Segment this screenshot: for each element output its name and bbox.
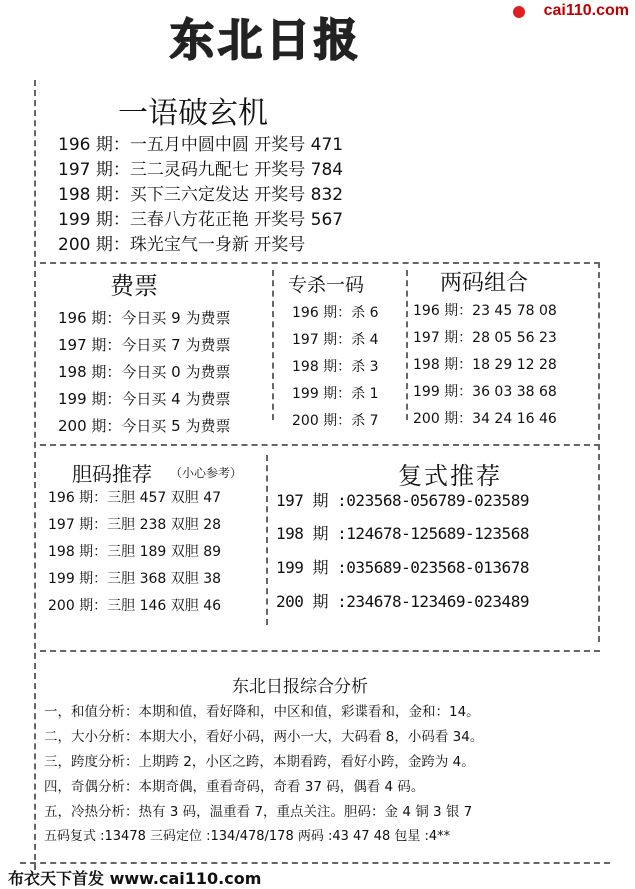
danma-title: 胆码推荐 xyxy=(72,462,152,486)
liangma-title: 两码组合 xyxy=(440,271,529,296)
divider-zhuansha-liangma xyxy=(406,270,408,420)
fenxi-row-fushi: 五码复式 :13478 三码定位 :134/478/178 两码 :43 47 48 包星 :4** xyxy=(44,829,451,844)
divider-feipiao-zhuansha xyxy=(272,270,274,420)
feipiao-row-199: 199 期：今日买 4 为费票 xyxy=(58,390,231,408)
fenxi-row-jiou: 四，奇偶分析：本期奇偶，重看奇码，奇看 37 码，偶看 4 码。 xyxy=(44,779,425,795)
brand-link[interactable]: cai110.com xyxy=(543,2,629,19)
fushi-row-199: 199 期 :035689-023568-013678 xyxy=(276,558,529,577)
fenxi-title: 东北日报综合分析 xyxy=(232,677,368,697)
yiyu-row-198: 198 期：买下三六定发达 开奖号 832 xyxy=(58,185,344,205)
zhuansha-row-200: 200 期：杀 7 xyxy=(292,413,379,429)
fushi-title: 复式推荐 xyxy=(398,462,502,490)
fenxi-row-hezhi: 一，和值分析：本期和值，看好降和，中区和值，彩谍看和，金和：14。 xyxy=(44,704,480,720)
zhuansha-row-198: 198 期：杀 3 xyxy=(292,359,379,375)
yiyu-row-200: 200 期：珠光宝气一身新 开奖号 xyxy=(58,235,306,255)
fushi-row-198: 198 期 :124678-125689-123568 xyxy=(276,524,529,543)
yiyu-row-197: 197 期：三二灵码九配七 开奖号 784 xyxy=(58,160,344,180)
divider-middle xyxy=(40,444,600,446)
fushi-row-200: 200 期 :234678-123469-023489 xyxy=(276,592,529,611)
fenxi-row-kuadu: 三，跨度分析：上期跨 2，小区之跨，本期看跨，看好小跨，金跨为 4。 xyxy=(44,754,475,770)
divider-danma-fushi xyxy=(266,455,268,625)
brand-logo-icon xyxy=(513,6,525,18)
danma-row-197: 197 期：三胆 238 双胆 28 xyxy=(48,517,222,533)
zhuansha-title: 专杀一码 xyxy=(288,274,365,296)
yiyu-row-196: 196 期：一五月中圆中圆 开奖号 471 xyxy=(58,135,344,155)
liangma-row-198: 198 期：18 29 12 28 xyxy=(413,357,557,373)
liangma-row-197: 197 期：28 05 56 23 xyxy=(413,330,557,346)
liangma-row-196: 196 期：23 45 78 08 xyxy=(413,303,557,319)
feipiao-row-197: 197 期：今日买 7 为费票 xyxy=(58,336,231,354)
frame-right-border xyxy=(598,262,600,642)
danma-row-200: 200 期：三胆 146 双胆 46 xyxy=(48,598,222,614)
liangma-row-199: 199 期：36 03 38 68 xyxy=(413,384,557,400)
danma-note: （小心参考） xyxy=(170,466,243,480)
feipiao-row-196: 196 期：今日买 9 为费票 xyxy=(58,309,231,327)
divider-footer xyxy=(20,862,610,864)
danma-row-196: 196 期：三胆 457 双胆 47 xyxy=(48,490,222,506)
feipiao-title: 费票 xyxy=(110,272,158,300)
divider-bottom xyxy=(40,650,600,652)
liangma-row-200: 200 期：34 24 16 46 xyxy=(413,411,557,427)
masthead-title: 东北日报 xyxy=(170,15,362,66)
frame-left-border xyxy=(34,80,36,870)
yiyu-row-199: 199 期：三春八方花正艳 开奖号 567 xyxy=(58,210,344,230)
fushi-row-197: 197 期 :023568-056789-023589 xyxy=(276,491,529,510)
zhuansha-row-199: 199 期：杀 1 xyxy=(292,386,379,402)
danma-row-199: 199 期：三胆 368 双胆 38 xyxy=(48,571,222,587)
feipiao-row-200: 200 期：今日买 5 为费票 xyxy=(58,417,231,435)
yiyu-title: 一语破玄机 xyxy=(118,96,268,131)
feipiao-row-198: 198 期：今日买 0 为费票 xyxy=(58,363,231,381)
zhuansha-row-197: 197 期：杀 4 xyxy=(292,332,379,348)
zhuansha-row-196: 196 期：杀 6 xyxy=(292,305,379,321)
fenxi-row-daxiao: 二，大小分析：本期大小，看好小码，两小一大，大码看 8，小码看 34。 xyxy=(44,729,484,745)
divider-top xyxy=(40,262,600,264)
footer-text: 布衣天下首发 www.cai110.com xyxy=(8,869,262,888)
fenxi-row-lengre: 五，冷热分析：热有 3 码，温重看 7，重点关注。胆码：金 4 铜 3 银 7 xyxy=(44,804,473,820)
danma-row-198: 198 期：三胆 189 双胆 89 xyxy=(48,544,222,560)
